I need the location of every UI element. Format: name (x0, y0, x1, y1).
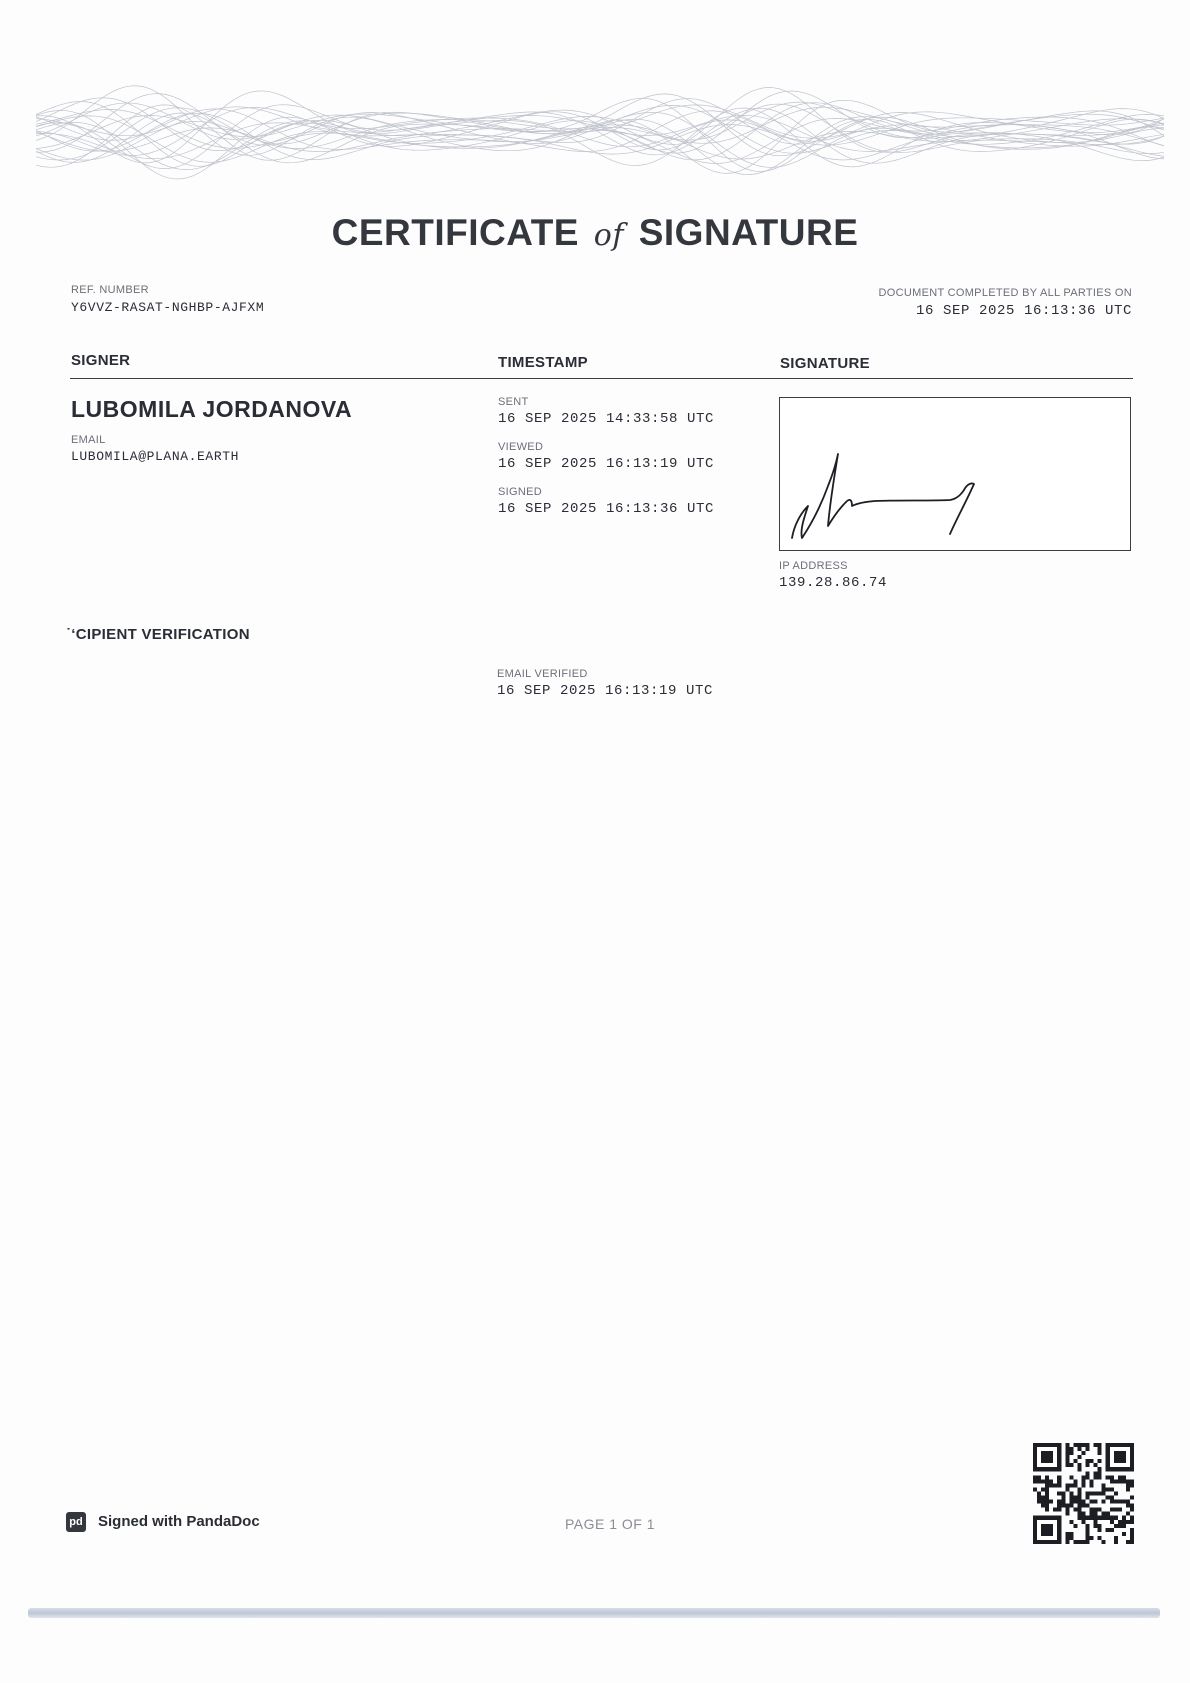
qr-module (1114, 1500, 1118, 1504)
qr-module (1065, 1504, 1069, 1508)
qr-module (1106, 1496, 1110, 1500)
qr-module (1037, 1496, 1041, 1500)
qr-module (1049, 1500, 1053, 1504)
qr-module (1057, 1475, 1061, 1479)
qr-module (1094, 1524, 1098, 1528)
ip-address-value: 139.28.86.74 (779, 575, 888, 591)
qr-module (1106, 1528, 1110, 1532)
qr-module (1065, 1443, 1069, 1447)
qr-module (1126, 1500, 1130, 1504)
qr-module (1114, 1508, 1118, 1512)
qr-module (1090, 1536, 1094, 1540)
qr-module (1102, 1512, 1106, 1516)
qr-module (1041, 1504, 1045, 1508)
qr-module (1045, 1504, 1049, 1508)
qr-module (1069, 1536, 1073, 1540)
qr-module (1057, 1504, 1061, 1508)
qr-module (1118, 1475, 1122, 1479)
qr-module (1130, 1479, 1134, 1483)
qr-module (1065, 1536, 1069, 1540)
qr-module (1045, 1483, 1049, 1487)
qr-module (1073, 1496, 1077, 1500)
signer-email: LUBOMILA@PLANA.EARTH (71, 449, 240, 464)
qr-module (1077, 1467, 1081, 1471)
qr-module (1061, 1496, 1065, 1500)
qr-module (1081, 1451, 1085, 1455)
qr-module (1045, 1500, 1049, 1504)
qr-module (1077, 1443, 1081, 1447)
qr-module (1033, 1479, 1037, 1483)
qr-module (1098, 1508, 1102, 1512)
qr-module (1094, 1516, 1098, 1520)
qr-module (1065, 1451, 1069, 1455)
qr-module (1086, 1540, 1090, 1544)
qr-module (1053, 1483, 1057, 1487)
qr-module (1061, 1500, 1065, 1504)
qr-module (1118, 1500, 1122, 1504)
qr-module (1065, 1532, 1069, 1536)
qr-module (1126, 1483, 1130, 1487)
qr-module (1094, 1520, 1098, 1524)
qr-module (1057, 1491, 1061, 1495)
qr-module (1102, 1516, 1106, 1520)
qr-module (1065, 1483, 1069, 1487)
qr-module (1098, 1451, 1102, 1455)
qr-module (1090, 1483, 1094, 1487)
qr-module (1086, 1447, 1090, 1451)
qr-module (1065, 1455, 1069, 1459)
qr-module (1090, 1491, 1094, 1495)
guilloche-line (36, 98, 1164, 171)
qr-module (1122, 1524, 1126, 1528)
viewed-label: VIEWED (498, 441, 544, 453)
qr-module (1126, 1512, 1130, 1516)
qr-module (1077, 1540, 1081, 1544)
qr-module (1041, 1487, 1045, 1491)
completed-value: 16 SEP 2025 16:13:36 UTC (915, 303, 1132, 319)
qr-module (1130, 1536, 1134, 1540)
qr-module (1077, 1508, 1081, 1512)
qr-module (1065, 1540, 1069, 1544)
qr-module (1033, 1487, 1037, 1491)
qr-module (1061, 1504, 1065, 1508)
qr-module (1077, 1447, 1081, 1451)
qr-module (1073, 1483, 1077, 1487)
qr-module (1041, 1451, 1053, 1463)
qr-module (1090, 1500, 1094, 1504)
qr-module (1086, 1471, 1090, 1475)
qr-module (1098, 1447, 1102, 1451)
qr-module (1126, 1479, 1130, 1483)
qr-module (1122, 1479, 1126, 1483)
qr-module (1077, 1516, 1081, 1520)
qr-module (1130, 1508, 1134, 1512)
qr-module (1130, 1483, 1134, 1487)
qr-module (1069, 1500, 1073, 1504)
bottom-border-band (28, 1608, 1160, 1618)
qr-module (1065, 1463, 1069, 1467)
page-number: PAGE 1 OF 1 (564, 1516, 656, 1532)
qr-module (1049, 1483, 1053, 1487)
qr-module (1110, 1487, 1114, 1491)
guilloche-line (36, 91, 1164, 167)
qr-module (1114, 1524, 1118, 1528)
qr-module (1094, 1491, 1098, 1495)
qr-module (1033, 1475, 1037, 1479)
qr-module (1110, 1496, 1114, 1500)
qr-module (1081, 1500, 1085, 1504)
qr-module (1102, 1500, 1106, 1504)
qr-module (1045, 1487, 1049, 1491)
qr-module (1077, 1463, 1081, 1467)
qr-module (1090, 1459, 1094, 1463)
qr-module (1086, 1536, 1090, 1540)
qr-module (1114, 1491, 1118, 1495)
sent-timestamp: 16 SEP 2025 14:33:58 UTC (498, 411, 715, 427)
guilloche-border-decoration (36, 74, 1168, 192)
qr-module (1114, 1451, 1126, 1463)
handwritten-signature-icon (780, 398, 1130, 550)
qr-module (1057, 1500, 1061, 1504)
qr-module (1094, 1443, 1098, 1447)
qr-module (1098, 1467, 1102, 1471)
qr-module (1065, 1487, 1069, 1491)
column-header-signer: SIGNER (71, 352, 131, 369)
qr-module (1130, 1540, 1134, 1544)
qr-module (1126, 1504, 1130, 1508)
qr-module (1090, 1516, 1094, 1520)
qr-module (1077, 1487, 1081, 1491)
qr-module (1077, 1512, 1081, 1516)
qr-module (1122, 1516, 1126, 1520)
qr-module (1069, 1447, 1073, 1451)
qr-module (1077, 1491, 1081, 1495)
qr-module (1130, 1532, 1134, 1536)
qr-module (1041, 1500, 1045, 1504)
qr-module (1045, 1491, 1049, 1495)
completed-label: DOCUMENT COMPLETED BY ALL PARTIES ON (878, 287, 1132, 299)
guilloche-line (36, 108, 1164, 168)
qr-module (1098, 1443, 1102, 1447)
qr-module (1086, 1524, 1090, 1528)
qr-module (1094, 1512, 1098, 1516)
qr-module (1130, 1504, 1134, 1508)
qr-module (1114, 1479, 1118, 1483)
qr-module (1086, 1459, 1090, 1463)
qr-module (1073, 1459, 1077, 1463)
qr-module (1098, 1516, 1102, 1520)
qr-module (1049, 1479, 1053, 1483)
title-word-certificate: CERTIFICATE (331, 212, 579, 253)
signature-box (779, 397, 1131, 551)
qr-module (1086, 1528, 1090, 1532)
qr-module (1110, 1500, 1114, 1504)
recipient-verification-heading: ˙‘CIPIENT VERIFICATION (66, 626, 250, 643)
qr-module (1081, 1475, 1085, 1479)
signed-label: SIGNED (498, 486, 542, 498)
qr-module (1045, 1496, 1049, 1500)
qr-module (1086, 1504, 1090, 1508)
column-header-timestamp: TIMESTAMP (498, 354, 588, 371)
qr-code-icon (1033, 1443, 1134, 1544)
qr-module (1086, 1491, 1090, 1495)
qr-module (1065, 1447, 1069, 1451)
qr-module (1077, 1504, 1081, 1508)
qr-module (1130, 1516, 1134, 1520)
qr-module (1086, 1496, 1090, 1500)
email-verified-timestamp: 16 SEP 2025 16:13:19 UTC (497, 683, 714, 699)
qr-module (1110, 1508, 1114, 1512)
qr-module (1041, 1496, 1045, 1500)
qr-module (1102, 1483, 1106, 1487)
qr-module (1106, 1512, 1110, 1516)
viewed-timestamp: 16 SEP 2025 16:13:19 UTC (498, 456, 715, 472)
qr-module (1094, 1463, 1098, 1467)
qr-module (1102, 1540, 1106, 1544)
header-divider (70, 378, 1133, 379)
qr-module (1102, 1487, 1106, 1491)
qr-module (1057, 1483, 1061, 1487)
qr-module (1110, 1520, 1114, 1524)
qr-module (1098, 1491, 1102, 1495)
qr-module (1041, 1479, 1045, 1483)
qr-module (1114, 1516, 1118, 1520)
qr-module (1073, 1443, 1077, 1447)
qr-module (1110, 1475, 1114, 1479)
qr-module (1110, 1516, 1114, 1520)
qr-module (1081, 1443, 1085, 1447)
qr-module (1098, 1536, 1102, 1540)
qr-module (1126, 1540, 1130, 1544)
qr-module (1081, 1483, 1085, 1487)
qr-module (1045, 1475, 1049, 1479)
qr-module (1098, 1524, 1102, 1528)
qr-module (1126, 1520, 1130, 1524)
column-header-signature: SIGNATURE (780, 355, 870, 372)
qr-module (1118, 1508, 1122, 1512)
qr-module (1130, 1528, 1134, 1532)
signer-name: LUBOMILA JORDANOVA (71, 396, 353, 422)
qr-module (1053, 1508, 1057, 1512)
qr-module (1037, 1491, 1041, 1495)
qr-module (1057, 1508, 1061, 1512)
qr-module (1069, 1491, 1073, 1495)
qr-module (1081, 1520, 1085, 1524)
qr-module (1077, 1455, 1081, 1459)
qr-module (1090, 1508, 1094, 1512)
qr-module (1069, 1475, 1073, 1479)
qr-module (1106, 1487, 1110, 1491)
qr-module (1069, 1483, 1073, 1487)
page-title (0, 212, 1190, 254)
qr-module (1126, 1487, 1130, 1491)
qr-module (1069, 1504, 1073, 1508)
qr-module (1110, 1479, 1114, 1483)
ref-number-value: Y6VVZ-RASAT-NGHBP-AJFXM (71, 300, 265, 315)
qr-module (1094, 1475, 1098, 1479)
qr-module (1037, 1475, 1041, 1479)
pandadoc-logo-icon: pd (66, 1512, 86, 1532)
qr-module (1073, 1508, 1077, 1512)
qr-module (1069, 1451, 1073, 1455)
qr-module (1122, 1475, 1126, 1479)
title-word-signature: SIGNATURE (638, 212, 859, 253)
qr-module (1073, 1479, 1077, 1483)
qr-module (1106, 1516, 1110, 1520)
ip-address-label: IP ADDRESS (779, 560, 848, 572)
qr-module (1090, 1479, 1094, 1483)
qr-module (1073, 1540, 1077, 1544)
qr-module (1041, 1524, 1053, 1536)
qr-module (1098, 1528, 1102, 1532)
ref-number-label: REF. NUMBER (71, 284, 149, 296)
qr-module (1077, 1496, 1081, 1500)
qr-module (1081, 1516, 1085, 1520)
qr-module (1122, 1520, 1126, 1524)
qr-module (1086, 1443, 1090, 1447)
signer-email-label: EMAIL (71, 434, 106, 446)
qr-module (1069, 1520, 1073, 1524)
qr-module (1086, 1463, 1090, 1467)
qr-module (1069, 1532, 1073, 1536)
qr-module (1094, 1471, 1098, 1475)
qr-module (1130, 1520, 1134, 1524)
qr-module (1045, 1479, 1049, 1483)
qr-module (1037, 1479, 1041, 1483)
qr-module (1098, 1459, 1102, 1463)
qr-module (1118, 1524, 1122, 1528)
qr-module (1086, 1475, 1090, 1479)
qr-module (1114, 1536, 1118, 1540)
qr-module (1110, 1528, 1114, 1532)
qr-module (1081, 1504, 1085, 1508)
qr-module (1065, 1459, 1069, 1463)
qr-module (1045, 1508, 1049, 1512)
qr-module (1081, 1540, 1085, 1544)
qr-module (1065, 1512, 1069, 1516)
qr-module (1102, 1491, 1106, 1495)
qr-module (1037, 1500, 1041, 1504)
qr-module (1057, 1479, 1061, 1483)
email-verified-label: EMAIL VERIFIED (497, 668, 588, 680)
qr-module (1061, 1491, 1065, 1495)
qr-module (1122, 1532, 1126, 1536)
qr-module (1106, 1475, 1110, 1479)
qr-module (1069, 1496, 1073, 1500)
qr-module (1094, 1508, 1098, 1512)
qr-module (1077, 1500, 1081, 1504)
qr-module (1094, 1500, 1098, 1504)
footer-brand: Signed with PandaDoc (98, 1513, 260, 1530)
signed-timestamp: 16 SEP 2025 16:13:36 UTC (498, 501, 715, 517)
qr-module (1086, 1516, 1090, 1520)
qr-module (1065, 1508, 1069, 1512)
qr-module (1118, 1520, 1122, 1524)
qr-module (1130, 1496, 1134, 1500)
qr-module (1086, 1532, 1090, 1536)
qr-module (1081, 1512, 1085, 1516)
qr-module (1090, 1512, 1094, 1516)
qr-module (1122, 1500, 1126, 1504)
qr-module (1073, 1524, 1077, 1528)
qr-module (1114, 1540, 1118, 1544)
qr-module (1118, 1479, 1122, 1483)
qr-module (1073, 1500, 1077, 1504)
sent-label: SENT (498, 396, 529, 408)
qr-module (1069, 1463, 1073, 1467)
qr-module (1098, 1475, 1102, 1479)
qr-module (1081, 1479, 1085, 1483)
qr-module (1098, 1471, 1102, 1475)
title-word-of: of (593, 218, 624, 253)
